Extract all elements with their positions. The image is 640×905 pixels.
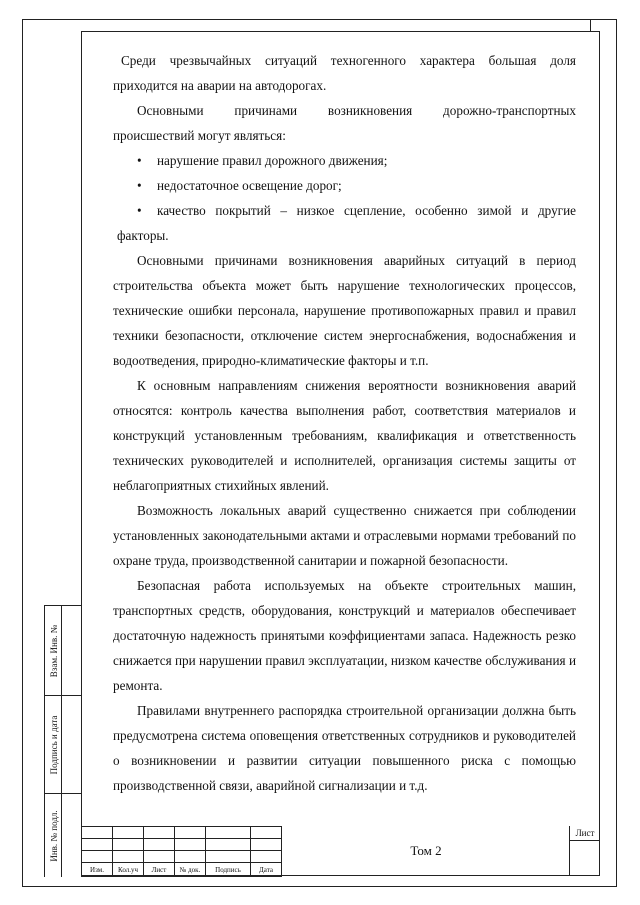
bullet-icon: • — [137, 153, 142, 168]
stamp-col-koluch: Кол.уч — [113, 863, 144, 877]
side-value-cell — [62, 605, 82, 695]
list-item-text: качество покрытий – низкое сцепление, особенно зимой и другие — [157, 203, 576, 218]
paragraph: К основным направлениям снижения вероятности возникновения аварий относятся: контроль качества выполнения работ, соответствия материалов и конструкций установленным требованиям, квалификация и ответственность технических руководителей и исполнителей, организация системы защиты от неблагоприятных стихийных явлений. — [113, 378, 576, 493]
stamp-cell — [175, 827, 206, 839]
side-label-vzam: Взам. Инв. № — [49, 624, 59, 677]
document-body — [113, 48, 576, 798]
bullet-list — [113, 148, 576, 248]
paragraph: Возможность локальных аварий существенно снижается при соблюдении установленных законодательными актами и отраслевыми нормами требований по охране труда, производственной санитарии и пожарной безопасности. — [113, 503, 576, 568]
list-item-text: недостаточное освещение дорог; — [157, 178, 342, 193]
list-item — [113, 198, 576, 223]
list-item — [113, 173, 576, 198]
stamp-cell — [113, 827, 144, 839]
paragraph: Основными причинами возникновения дорожно-транспортных происшествий могут являться: — [113, 103, 576, 143]
stamp-cell — [175, 839, 206, 851]
list-item — [113, 148, 576, 173]
stamp-cell — [113, 851, 144, 863]
side-label-column — [44, 605, 62, 877]
side-value-column — [62, 605, 82, 877]
stamp-cell — [82, 827, 113, 839]
stamp-cell — [144, 839, 175, 851]
stamp-cell — [251, 827, 282, 839]
side-cell-inv — [45, 793, 63, 877]
list-item-continuation — [113, 223, 576, 248]
paragraph: Основными причинами возникновения аварийных ситуаций в период строительства объекта может быть нарушение технологических процессов, технические ошибки персонала, нарушение противопожарных правил и правил техники безопасности, отключение систем энергоснабжения, водоснабжения и водоотведения, природно-климатические факторы и т.п. — [113, 253, 576, 368]
bullet-icon: • — [137, 178, 142, 193]
stamp-col-izm: Изм. — [82, 863, 113, 877]
stamp-col-podpis: Подпись — [206, 863, 251, 877]
stamp-cell — [175, 851, 206, 863]
side-value-cell — [62, 695, 82, 793]
side-label-podpis: Подпись и дата — [49, 715, 59, 774]
list-item-text: факторы. — [117, 228, 169, 243]
stamp-col-list: Лист — [144, 863, 175, 877]
stamp-cell — [82, 851, 113, 863]
stamp-cell — [206, 827, 251, 839]
sheet-label: Лист — [569, 826, 600, 841]
bullet-icon: • — [137, 203, 142, 218]
stamp-grid — [81, 826, 282, 877]
stamp-col-ndok: № док. — [175, 863, 206, 877]
stamp-cell — [251, 839, 282, 851]
stamp-cell — [206, 839, 251, 851]
stamp-cell — [144, 851, 175, 863]
paragraph: Безопасная работа используемых на объекте строительных машин, транспортных средств, оборудования, конструкций и материалов обеспечивает достаточную надежность принятыми коэффициентами запаса. Надежность резко снижается при нарушении правил эксплуатации, низком качестве обслуживания и ремонта. — [113, 578, 576, 693]
stamp-cell — [82, 839, 113, 851]
list-item-text: нарушение правил дорожного движения; — [157, 153, 388, 168]
stamp-cell — [144, 827, 175, 839]
side-label-inv: Инв. № подл. — [49, 809, 59, 862]
paragraph: Среди чрезвычайных ситуаций техногенного характера большая доля приходится на аварии на автодорогах. — [113, 53, 576, 93]
document-title: Том 2 — [410, 843, 442, 858]
title-block — [81, 826, 600, 876]
sheet-number — [569, 840, 600, 876]
side-cell-vzam — [45, 605, 63, 695]
stamp-cell — [251, 851, 282, 863]
side-value-cell — [62, 793, 82, 877]
stamp-cell — [113, 839, 144, 851]
side-stamp — [44, 605, 82, 877]
paragraph: Правилами внутреннего распорядка строительной организации должна быть предусмотрена система оповещения ответственных сотрудников и руководителей о возникновении и развитии ситуации повышенного риска с помощью производственной связи, аварийной сигнализации и т.д. — [113, 703, 576, 793]
side-cell-podpis — [45, 695, 63, 793]
stamp-cell — [206, 851, 251, 863]
stamp-col-data: Дата — [251, 863, 282, 877]
